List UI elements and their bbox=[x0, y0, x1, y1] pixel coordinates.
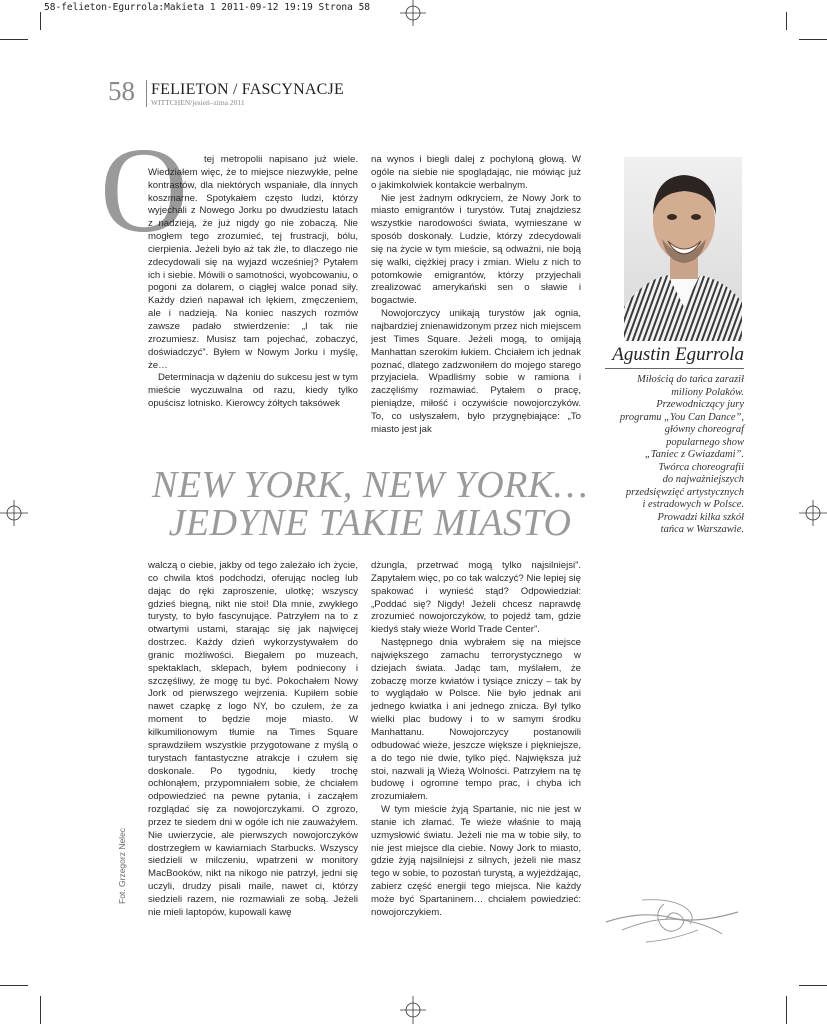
bio-line: Miłością do tańca zaraził bbox=[636, 374, 744, 385]
section-title: FELIETON / FASCYNACJE bbox=[151, 81, 344, 98]
headline-line-2: JEDYNE TAKIE MIASTO bbox=[168, 502, 572, 544]
paragraph: Nie jest żadnym odkryciem, że Nowy Jork to miasto emigrantów i turystów. Tutaj znajdziesz wszystkie narodowości świata, wymieszane w sposób doskonały. Ludzie, którzy zdecydowali się na życie w tym mieście, są odważni, nie boją się walki, ciężkiej pracy i zmian. Wielu z nich to potomkowie emigrantów, którzy przyjechali zrealizować amerykański sen o sławie i bogactwie. bbox=[371, 192, 581, 307]
article-column-4 bbox=[371, 560, 581, 920]
crop-mark bbox=[0, 39, 28, 40]
paragraph: walczą o ciebie, jakby od tego zależało ich życie, co chwila ktoś podchodzi, oferując nocleg lub dając do ręki zaproszenie, ulotkę; wszyscy gdzieś biegną, nikt nie stoi! Dla mnie, zwykłego turysty, to było fascynujące. Patrzyłem na to z otwartymi ustami, starając się jak najwięcej dostrzec. Każdy dzień wykorzystywałem do granic możliwości. Biegałem po muzeach, spektaklach, sklepach, byłem podniecony i szczęśliwy, że mogę tu być. Pokochałem Nowy Jork od pierwszego wejrzenia. Kupiłem sobie nawet czapkę z logo NY, bo czułem, że za moment to będzie moje miasto. W kilkumilionowym tłumie na Times Square sprawdziłem wszystkie przygotowane z myślą o turystach fantastyczne atrakcje i czułem się doskonale. Po tygodniu, kiedy trochę ochłonąłem, przypomniałem sobie, że chciałem odpowiedzieć na pewne pytania, i zacząłem rozglądać się za nowojorczykami. O zgrozo, przez te siedem dni w ogóle ich nie zauważyłem. Nie uwierzycie, ale pierwszych nowojorczyków dostrzegłem w kawiarniach Starbucks. Wszyscy siedzieli w milczeniu, wpatrzeni w monitory MacBooków, nikt na nikogo nie patrzył, jedni się uczyli, drudzy pisali maile, nawet ci, którzy siedzieli razem, nie rozmawiali ze sobą. Jeżeli nie mieli laptopów, kupowali kawę bbox=[148, 560, 358, 918]
crop-mark bbox=[799, 39, 827, 40]
bio-line: Przewodniczący jury bbox=[656, 399, 744, 410]
article-column-2 bbox=[371, 154, 581, 437]
bio-line: miliony Polaków. bbox=[671, 386, 744, 398]
author-photo bbox=[624, 157, 742, 341]
paragraph: dżungla, przetrwać mogą tylko najsilniejsi”. Zapytałem więc, po co tak walczyć? Nie lepiej się spakować i wynieść stąd? Odpowiedział: „Poddać się? Nigdy! Jeżeli chcesz naprawdę zrozumieć nowojorczyków, to pojedź tam, gdzie kiedyś stały wieże World Trade Center”. bbox=[371, 560, 581, 636]
registration-mark-bottom bbox=[398, 996, 428, 1024]
bio-line: przedsięwzięć artystycznych bbox=[625, 486, 744, 498]
bio-line: Twórca choreografii bbox=[658, 461, 744, 473]
paragraph: W tym mieście żyją Spartanie, nic nie jest w stanie ich złamać. Te wieże właśnie to mają uzmysłowić światu. Jeżeli nie ma w tobie siły, to nie jest miejsce dla ciebie. Nowy Jork to miasto, gdzie żyją najsilniejsi z silnych, jeżeli nie masz tego w sobie, to pozostań turystą, a wyjeżdżając, zabierz część energii tego miejsca. Nie każdy może być Spartaninem… chciałem powiedzieć: nowojorczykiem. bbox=[371, 804, 581, 918]
article-column-1 bbox=[148, 154, 358, 411]
flourish-ornament bbox=[602, 890, 742, 950]
header-divider bbox=[146, 80, 147, 107]
magazine-issue: WITTCHEN/jesień–zima 2011 bbox=[151, 98, 245, 107]
author-bio bbox=[596, 374, 744, 537]
crop-mark bbox=[799, 985, 827, 986]
bio-line: do najważniejszych bbox=[662, 474, 744, 485]
bio-line: popularnego show bbox=[666, 436, 744, 448]
registration-mark-left bbox=[0, 498, 28, 528]
page-number: 58 bbox=[108, 76, 135, 106]
crop-mark bbox=[786, 996, 787, 1024]
paragraph: Determinacja w dążeniu do sukcesu jest w tym mieście wyczuwalna od razu, kiedy tylko opuścisz lotnisko. Kierowcy żółtych taksówek bbox=[148, 372, 358, 410]
slug-line: 58-felieton-Egurrola:Makieta 1 2011-09-12 19:19 Strona 58 bbox=[44, 2, 371, 13]
bio-line: Prowadzi kilka szkół bbox=[657, 511, 744, 523]
bio-line: „Taniec z Gwiazdami”. bbox=[644, 449, 744, 460]
article-headline bbox=[110, 466, 630, 542]
author-name-rule bbox=[605, 368, 744, 369]
paragraph: Nowojorczycy unikają turystów jak ognia, najbardziej znienawidzonym przez nich miejscem jest Times Square. Jeżeli mogą, to omijają Manhattan szerokim łukiem. Chciałem ich jednak poznać, dlatego zadzwoniłem do mojego starego przyjaciela. Wpadliśmy sobie w ramiona i zaczęliśmy rozmawiać. Pytałem o pracę, pieniądze, miłość i oczywiście nowojorczyków. To, co usłyszałem, było przygnębiające: „To miasto jest jak bbox=[371, 308, 581, 435]
author-name: Agustin Egurrola bbox=[612, 344, 744, 365]
registration-mark-right bbox=[799, 498, 827, 528]
paragraph: na wynos i biegli dalej z pochyloną głową. W ogóle na siebie nie spoglądając, nie mówiąc już o jakimkolwiek kontakcie werbalnym. bbox=[371, 154, 581, 191]
crop-mark bbox=[786, 12, 787, 30]
photo-credit: Fot. Grzegorz Nelec bbox=[117, 827, 127, 904]
bio-line: tańca w Warszawie. bbox=[660, 524, 744, 535]
drop-cap: O bbox=[100, 123, 189, 258]
paragraph: Następnego dnia wybrałem się na miejsce największego zamachu terrorystycznego w dziejach świata. Jadąc tam, myślałem, że zobaczę morze kwiatów i tysiące zniczy – tak by to wyglądało w Polsce. Nie było jednak ani jednego kwiatka i ani jednego znicza. Był tylko wielki plac budowy i to w samym środku Manhattanu. Nowojorczycy postanowili odbudować wieże, jeszcze większe i piękniejsze, a do tego nie dwie, tylko pięć. Największa już stoi, nazwali ją Wieżą Wolności. Patrzyłem na tę budowę i ogromne tempo prac, i chyba ich zrozumiałem. bbox=[371, 637, 581, 803]
paragraph: tej metropolii napisano już wiele. Wiedziałem więc, że to miejsce niezwykłe, pełne kontrastów, dla niektórych wspaniałe, dla innych koszmarne. Spotykałem często ludzi, którzy wyjechali z Nowego Jorku po dwudziestu latach z nadzieją, że już nigdy go nie zobaczą. Nie mogłem tego zrozumieć, tej frustracji, bólu, cierpienia. Jeżeli było aż tak źle, to dlaczego nie zdecydowali się na wyjazd wcześniej? Pytałem ich i siebie. Mówili o samotności, wyobcowaniu, o pogoni za dolarem, o ciągłej walce ponad siły. Każdy dzień napawał ich lękiem, zmęczeniem, ale i nadzieją. Na koniec naszych rozmów zawsze padało stwierdzenie: „I tak nie zrozumiesz. Musisz tam pojechać, zobaczyć, doświadczyć”. Byłem w Nowym Jorku i myślę, że… bbox=[148, 154, 358, 371]
crop-mark bbox=[40, 12, 41, 30]
bio-line: programu „You Can Dance”, bbox=[619, 411, 744, 423]
bio-line: główny choreograf bbox=[664, 424, 744, 435]
article-column-3 bbox=[148, 560, 358, 920]
registration-mark-top bbox=[398, 0, 428, 26]
crop-mark bbox=[0, 985, 28, 986]
bio-line: i estradowych w Polsce. bbox=[642, 499, 744, 510]
headline-line-1: NEW YORK, NEW YORK… bbox=[152, 464, 588, 506]
crop-mark bbox=[40, 996, 41, 1024]
